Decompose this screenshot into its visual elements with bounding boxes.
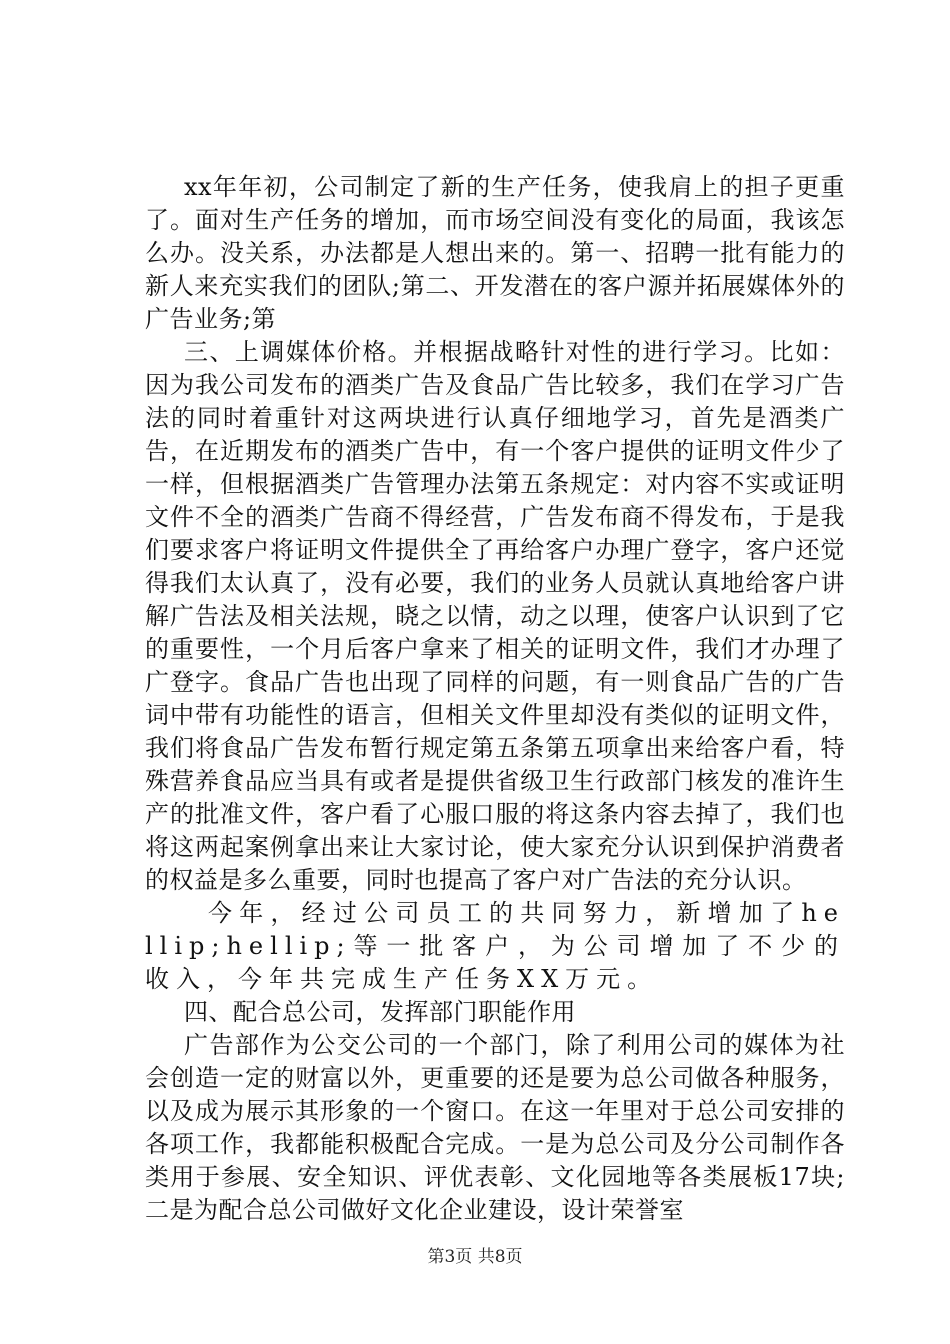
page-number-footer: 第3页 共8页: [427, 1247, 523, 1267]
section-heading-cooperation: 四、配合总公司，发挥部门职能作用: [184, 998, 576, 1026]
paragraph-department-service: 广告部作为公交公司的一个部门，除了利用公司的媒体为社会创造一定的财富以外，更重要的还是要为总公司做各种服务，以及成为展示其形象的一个窗口。在这一年里对于总公司安排的各项工作，我都能积极配合完成。一是为总公司及分公司制作各类用于参展、安全知识、评优表彰、文化园地等各类展板17块;二是为配合总公司做好文化企业建设，设计荣誉室: [145, 1031, 845, 1224]
paragraph-production-task: xx年年初，公司制定了新的生产任务，使我肩上的担子更重了。面对生产任务的增加，而市场空间没有变化的局面，我该怎么办。没关系，办法都是人想出来的。第一、招聘一批有能力的新人来充实我们的团队;第二、开发潜在的客户源并拓展媒体外的广告业务;第: [145, 173, 845, 333]
document-body: [145, 171, 845, 1227]
paragraph-advertising-law-study: 三、上调媒体价格。并根据战略针对性的进行学习。比如：因为我公司发布的酒类广告及食品广告比较多，我们在学习广告法的同时着重针对这两块进行认真仔细地学习，首先是酒类广告，在近期发布的酒类广告中，有一个客户提供的证明文件少了一样，但根据酒类广告管理办法第五条规定：对内容不实或证明文件不全的酒类广告商不得经营，广告发布商不得发布，于是我们要求客户将证明文件提供全了再给客户办理广登字，客户还觉得我们太认真了，没有必要，我们的业务人员就认真地给客户讲解广告法及相关法规，晓之以情，动之以理，使客户认识到了它的重要性，一个月后客户拿来了相关的证明文件，我们才办理了广登字。食品广告也出现了同样的问题，有一则食品广告的广告词中带有功能性的语言，但相关文件里却没有类似的证明文件，我们将食品广告发布暂行规定第五条第五项拿出来给客户看，特殊营养食品应当具有或者是提供省级卫生行政部门核发的准许生产的批准文件，客户看了心服口服的将这条内容去掉了，我们也将这两起案例拿出来让大家讨论，使大家充分认识到保护消费者的权益是多么重要，同时也提高了客户对广告法的充分认识。: [145, 338, 845, 894]
paragraph-new-clients: 今年，经过公司员工的共同努力，新增加了hellip;hellip;等一批客户，为公司增加了不少的收入，今年共完成生产任务XX万元。: [145, 899, 845, 993]
